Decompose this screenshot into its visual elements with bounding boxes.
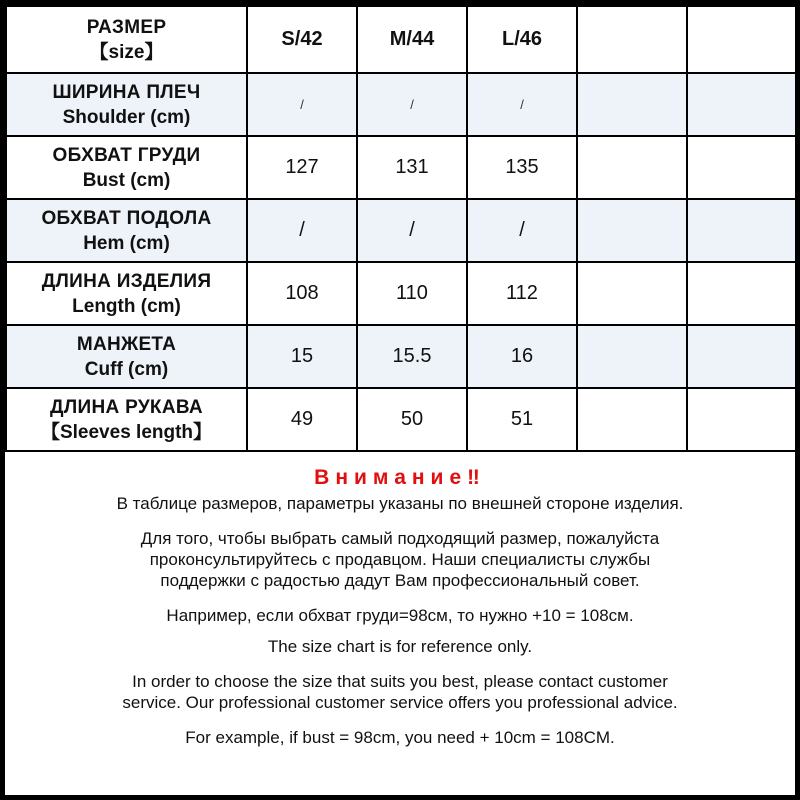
measurement-value-cell: / — [247, 199, 357, 262]
measurement-label-en: Bust (cm) — [82, 169, 171, 191]
note-en-para2-line2: service. Our professional customer service offers you professional advice. — [122, 693, 678, 712]
table-row — [6, 136, 796, 199]
measurement-value-cell — [577, 73, 687, 136]
measurement-label-ru: ОБХВАТ ПОДОЛА — [41, 207, 212, 229]
note-ru-example: Например, если обхват груди=98см, то нужно +10 = 108см. — [166, 606, 634, 625]
measurement-value-cell: 16 — [467, 325, 577, 388]
measurement-label-en: Hem (cm) — [83, 232, 170, 254]
measurement-value-cell — [687, 262, 796, 325]
measurement-value-cell — [577, 136, 687, 199]
measurement-value-cell: 51 — [467, 388, 577, 451]
note-ru-line1: В таблице размеров, параметры указаны по внешней стороне изделия. — [116, 494, 684, 513]
measurement-label-cell — [6, 136, 247, 199]
measurement-value-cell: / — [247, 73, 357, 136]
measurement-label-en: Shoulder (cm) — [62, 106, 191, 128]
size-header-cell: M/44 — [357, 6, 467, 73]
measurement-value-cell: 15.5 — [357, 325, 467, 388]
measurement-label-cell — [6, 73, 247, 136]
measurement-value-cell: 15 — [247, 325, 357, 388]
measurement-value-cell: / — [467, 199, 577, 262]
measurement-value-cell — [687, 73, 796, 136]
measurement-value-cell — [687, 388, 796, 451]
measurement-label-en: 【Sleeves length】 — [40, 421, 213, 443]
attention-title: Внимание‼ — [314, 466, 486, 489]
measurement-value-cell — [687, 136, 796, 199]
measurement-value-cell: / — [357, 199, 467, 262]
note-ru-para2-line1: Для того, чтобы выбрать самый подходящий размер, пожалуйста — [140, 529, 660, 548]
measurement-label-en: Length (cm) — [72, 295, 181, 317]
measurement-label-ru: ОБХВАТ ГРУДИ — [52, 144, 201, 166]
measurement-value-cell: / — [467, 73, 577, 136]
size-header-cell: L/46 — [467, 6, 577, 73]
size-chart-frame — [5, 5, 795, 795]
table-row — [6, 199, 796, 262]
measurement-label-ru: ДЛИНА РУКАВА — [50, 396, 203, 418]
measurement-value-cell — [687, 199, 796, 262]
measurement-value-cell: 135 — [467, 136, 577, 199]
note-en-example: For example, if bust = 98cm, you need + 10cm = 108CM. — [185, 728, 615, 747]
table-row — [6, 325, 796, 388]
size-header-cell: S/42 — [247, 6, 357, 73]
measurement-label-cell — [6, 388, 247, 451]
measurement-value-cell — [687, 325, 796, 388]
measurement-value-cell: 112 — [467, 262, 577, 325]
note-en-para2-line1: In order to choose the size that suits you best, please contact customer — [132, 672, 668, 691]
measurement-value-cell: 110 — [357, 262, 467, 325]
measurement-label-ru: ШИРИНА ПЛЕЧ — [52, 81, 201, 103]
measurement-value-cell: 49 — [247, 388, 357, 451]
measurement-value-cell: 131 — [357, 136, 467, 199]
table-row — [6, 73, 796, 136]
note-ru-para2-line3: поддержки с радостью дадут Вам профессиональный совет. — [160, 571, 640, 590]
measurement-value-cell — [577, 388, 687, 451]
size-label-cell — [6, 6, 247, 73]
measurement-value-cell: / — [357, 73, 467, 136]
measurement-label-cell — [6, 199, 247, 262]
size-header-cell — [577, 6, 687, 73]
measurement-label-en: Cuff (cm) — [84, 358, 169, 380]
measurement-value-cell: 127 — [247, 136, 357, 199]
table-row — [6, 388, 796, 451]
table-row — [6, 262, 796, 325]
measurement-value-cell — [577, 262, 687, 325]
note-ru-para2-line2: проконсультируйтесь с продавцом. Наши специалисты службы — [149, 550, 651, 569]
measurement-label-cell — [6, 262, 247, 325]
size-label-en: 【size】 — [89, 41, 164, 63]
measurement-label-ru: МАНЖЕТА — [76, 333, 177, 355]
note-en-line1: The size chart is for reference only. — [267, 637, 533, 656]
size-header-cell — [687, 6, 796, 73]
measurement-value-cell: 108 — [247, 262, 357, 325]
table-header-row — [6, 6, 796, 73]
size-table — [5, 5, 797, 452]
measurement-label-cell — [6, 325, 247, 388]
measurement-value-cell: 50 — [357, 388, 467, 451]
measurement-value-cell — [577, 199, 687, 262]
measurement-value-cell — [577, 325, 687, 388]
measurement-label-ru: ДЛИНА ИЗДЕЛИЯ — [41, 270, 212, 292]
notes-section — [5, 457, 795, 748]
size-label-ru: РАЗМЕР — [86, 16, 167, 38]
